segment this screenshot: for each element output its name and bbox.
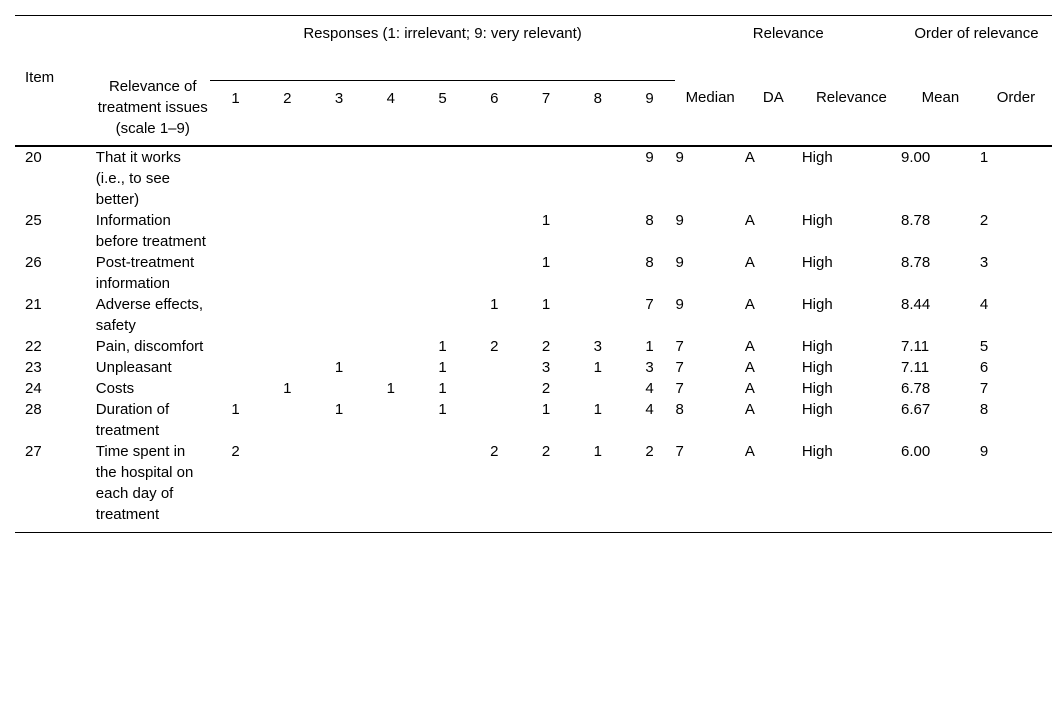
cell-response-7: 1 bbox=[541, 296, 551, 313]
header-scale-5: 5 bbox=[417, 80, 469, 146]
table-row bbox=[15, 336, 1052, 357]
cell-median: 7 bbox=[675, 359, 684, 376]
cell-item: 26 bbox=[25, 254, 42, 271]
cell-issue: Duration of treatment bbox=[95, 401, 170, 439]
cell-response-1: 2 bbox=[210, 441, 262, 533]
cell-response-9: 3 bbox=[645, 359, 654, 376]
cell-response-7 bbox=[520, 146, 572, 210]
header-scale-2: 2 bbox=[261, 80, 313, 146]
header-relevance: Relevance bbox=[802, 80, 901, 146]
cell-order: 5 bbox=[979, 338, 989, 355]
header-scale-7: 7 bbox=[520, 80, 572, 146]
table-row bbox=[15, 399, 1052, 441]
cell-mean: 8.78 bbox=[901, 212, 931, 229]
cell-issue: Post-treatment information bbox=[95, 254, 195, 292]
cell-response-4 bbox=[365, 399, 417, 441]
cell-order: 2 bbox=[979, 212, 989, 229]
cell-item: 24 bbox=[25, 380, 42, 397]
cell-response-4: 1 bbox=[386, 380, 395, 397]
cell-response-4 bbox=[365, 252, 417, 294]
header-scale-3: 3 bbox=[313, 80, 365, 146]
cell-response-8 bbox=[572, 210, 624, 252]
cell-response-8: 1 bbox=[572, 441, 624, 533]
cell-median: 9 bbox=[675, 212, 684, 229]
cell-response-9: 4 bbox=[645, 380, 654, 397]
cell-response-1 bbox=[210, 336, 262, 357]
cell-response-4 bbox=[365, 146, 417, 210]
cell-response-7: 1 bbox=[541, 212, 551, 229]
cell-mean: 6.00 bbox=[901, 441, 980, 533]
cell-da: A bbox=[744, 338, 755, 355]
cell-mean: 6.78 bbox=[901, 380, 931, 397]
cell-item: 22 bbox=[25, 338, 42, 355]
cell-item: 27 bbox=[15, 441, 96, 533]
cell-response-2 bbox=[261, 146, 313, 210]
cell-response-2 bbox=[261, 294, 313, 336]
cell-response-2 bbox=[261, 336, 313, 357]
cell-response-9: 4 bbox=[645, 401, 654, 418]
cell-issue: Unpleasant bbox=[95, 359, 172, 376]
cell-relevance: High bbox=[801, 149, 833, 166]
cell-da: A bbox=[744, 401, 755, 418]
cell-response-3 bbox=[313, 336, 365, 357]
cell-response-7: 1 bbox=[541, 254, 551, 271]
cell-response-5 bbox=[417, 210, 469, 252]
cell-response-5: 1 bbox=[438, 359, 447, 376]
cell-response-8 bbox=[572, 378, 624, 399]
cell-response-6 bbox=[468, 357, 520, 378]
cell-median: 9 bbox=[675, 149, 684, 166]
header-order-group: Order of relevance bbox=[914, 25, 1039, 42]
cell-mean: 8.78 bbox=[901, 254, 931, 271]
cell-response-8 bbox=[572, 252, 624, 294]
header-scale-6: 6 bbox=[468, 80, 520, 146]
cell-response-2 bbox=[261, 441, 313, 533]
header-relevance-group: Relevance bbox=[752, 25, 824, 42]
cell-order: 1 bbox=[979, 149, 989, 166]
cell-response-4 bbox=[365, 441, 417, 533]
cell-response-8: 3 bbox=[593, 338, 602, 355]
cell-item: 21 bbox=[25, 296, 42, 313]
table-row bbox=[15, 441, 1052, 533]
cell-da: A bbox=[744, 359, 755, 376]
cell-response-7: 3 bbox=[541, 359, 551, 376]
cell-median: 9 bbox=[675, 254, 684, 271]
cell-mean: 6.67 bbox=[901, 401, 931, 418]
cell-relevance: High bbox=[801, 338, 833, 355]
cell-issue: Information before treatment bbox=[95, 212, 206, 250]
cell-response-1 bbox=[210, 357, 262, 378]
cell-response-1 bbox=[210, 294, 262, 336]
cell-response-1 bbox=[210, 146, 262, 210]
cell-response-5: 1 bbox=[438, 338, 447, 355]
header-scale-4: 4 bbox=[365, 80, 417, 146]
cell-mean: 8.44 bbox=[901, 296, 931, 313]
cell-response-7: 2 bbox=[541, 338, 551, 355]
cell-issue: Costs bbox=[95, 380, 135, 397]
cell-mean: 7.11 bbox=[901, 338, 930, 355]
table-row bbox=[15, 378, 1052, 399]
cell-da: A bbox=[744, 212, 755, 229]
cell-median: 9 bbox=[675, 296, 684, 313]
cell-item: 28 bbox=[25, 401, 42, 418]
table-row bbox=[15, 294, 1052, 336]
cell-median: 7 bbox=[675, 338, 684, 355]
cell-median: 7 bbox=[675, 441, 744, 533]
cell-response-4 bbox=[365, 210, 417, 252]
cell-relevance: High bbox=[802, 441, 901, 533]
cell-relevance: High bbox=[801, 401, 833, 418]
cell-response-3 bbox=[313, 378, 365, 399]
cell-response-6: 1 bbox=[490, 296, 499, 313]
header-scale-1: 1 bbox=[210, 80, 262, 146]
cell-da: A bbox=[744, 380, 755, 397]
cell-response-6 bbox=[468, 378, 520, 399]
cell-response-4 bbox=[365, 294, 417, 336]
header-scale-8: 8 bbox=[572, 80, 624, 146]
cell-response-2 bbox=[261, 399, 313, 441]
relevance-table bbox=[15, 15, 1052, 533]
cell-response-2 bbox=[261, 357, 313, 378]
cell-response-6 bbox=[468, 252, 520, 294]
cell-order: 3 bbox=[979, 254, 989, 271]
cell-response-9: 8 bbox=[645, 254, 654, 271]
header-median: Median bbox=[675, 80, 744, 146]
cell-response-6: 2 bbox=[490, 338, 499, 355]
header-item: Item bbox=[15, 16, 96, 147]
cell-issue: Pain, discomfort bbox=[95, 338, 204, 355]
cell-relevance: High bbox=[801, 380, 833, 397]
cell-relevance: High bbox=[801, 212, 833, 229]
cell-response-2 bbox=[261, 252, 313, 294]
cell-response-6: 2 bbox=[468, 441, 520, 533]
cell-order: 7 bbox=[979, 380, 989, 397]
table-row bbox=[15, 210, 1052, 252]
cell-response-7: 2 bbox=[520, 441, 572, 533]
cell-median: 8 bbox=[675, 401, 684, 418]
cell-issue: Adverse effects, safety bbox=[95, 296, 204, 334]
cell-response-5: 1 bbox=[438, 401, 447, 418]
cell-order: 6 bbox=[979, 359, 989, 376]
cell-response-3 bbox=[313, 441, 365, 533]
cell-response-7: 2 bbox=[541, 380, 551, 397]
cell-response-1 bbox=[210, 252, 262, 294]
cell-item: 25 bbox=[25, 212, 42, 229]
table-row bbox=[15, 146, 1052, 210]
header-da: DA bbox=[745, 80, 802, 146]
cell-relevance: High bbox=[801, 296, 833, 313]
cell-response-1 bbox=[210, 210, 262, 252]
cell-response-5 bbox=[417, 441, 469, 533]
cell-response-9: 9 bbox=[645, 149, 654, 166]
cell-response-7: 1 bbox=[541, 401, 551, 418]
cell-response-9: 8 bbox=[645, 212, 654, 229]
cell-mean: 9.00 bbox=[901, 149, 931, 166]
table-body bbox=[15, 146, 1052, 533]
cell-mean: 7.11 bbox=[901, 359, 930, 376]
cell-response-5 bbox=[417, 252, 469, 294]
cell-response-1: 1 bbox=[231, 401, 240, 418]
cell-item: 23 bbox=[25, 359, 42, 376]
cell-order: 8 bbox=[979, 401, 989, 418]
cell-response-8 bbox=[572, 146, 624, 210]
cell-response-3: 1 bbox=[334, 359, 344, 376]
cell-response-3 bbox=[313, 210, 365, 252]
cell-relevance: High bbox=[801, 359, 833, 376]
cell-response-5 bbox=[417, 146, 469, 210]
cell-response-3: 1 bbox=[334, 401, 344, 418]
cell-response-8: 1 bbox=[593, 401, 602, 418]
header-scale-9: 9 bbox=[624, 80, 676, 146]
header-issue: Relevance of treatment issues (scale 1–9) bbox=[96, 16, 210, 147]
cell-issue: Time spent in the hospital on each day of treatment bbox=[96, 441, 210, 533]
cell-response-6 bbox=[468, 146, 520, 210]
header-mean: Mean bbox=[901, 80, 980, 146]
cell-response-2 bbox=[261, 210, 313, 252]
cell-response-9: 7 bbox=[645, 296, 654, 313]
cell-da: A bbox=[744, 149, 755, 166]
cell-order: 9 bbox=[980, 441, 1052, 533]
cell-relevance: High bbox=[801, 254, 833, 271]
cell-da: A bbox=[744, 296, 755, 313]
cell-response-8: 1 bbox=[593, 359, 602, 376]
table-header bbox=[15, 16, 1052, 147]
cell-response-5 bbox=[417, 294, 469, 336]
cell-da: A bbox=[744, 254, 755, 271]
cell-median: 7 bbox=[675, 380, 684, 397]
cell-da: A bbox=[745, 441, 802, 533]
header-responses-group: Responses (1: irrelevant; 9: very relevant) bbox=[210, 16, 676, 81]
cell-response-3 bbox=[313, 146, 365, 210]
cell-order: 4 bbox=[979, 296, 989, 313]
cell-response-5: 1 bbox=[438, 380, 447, 397]
cell-response-8 bbox=[572, 294, 624, 336]
header-row-groups bbox=[15, 16, 1052, 81]
table-row bbox=[15, 357, 1052, 378]
cell-item: 20 bbox=[25, 149, 42, 166]
table-row bbox=[15, 252, 1052, 294]
cell-response-2: 1 bbox=[283, 380, 292, 397]
cell-response-9: 1 bbox=[645, 338, 654, 355]
cell-response-6 bbox=[468, 399, 520, 441]
cell-response-3 bbox=[313, 252, 365, 294]
cell-response-4 bbox=[365, 336, 417, 357]
cell-response-9: 2 bbox=[624, 441, 676, 533]
cell-response-1 bbox=[210, 378, 262, 399]
cell-response-3 bbox=[313, 294, 365, 336]
cell-issue: That it works (i.e., to see better) bbox=[95, 149, 181, 208]
header-order: Order bbox=[980, 80, 1052, 146]
cell-response-4 bbox=[365, 357, 417, 378]
cell-response-6 bbox=[468, 210, 520, 252]
